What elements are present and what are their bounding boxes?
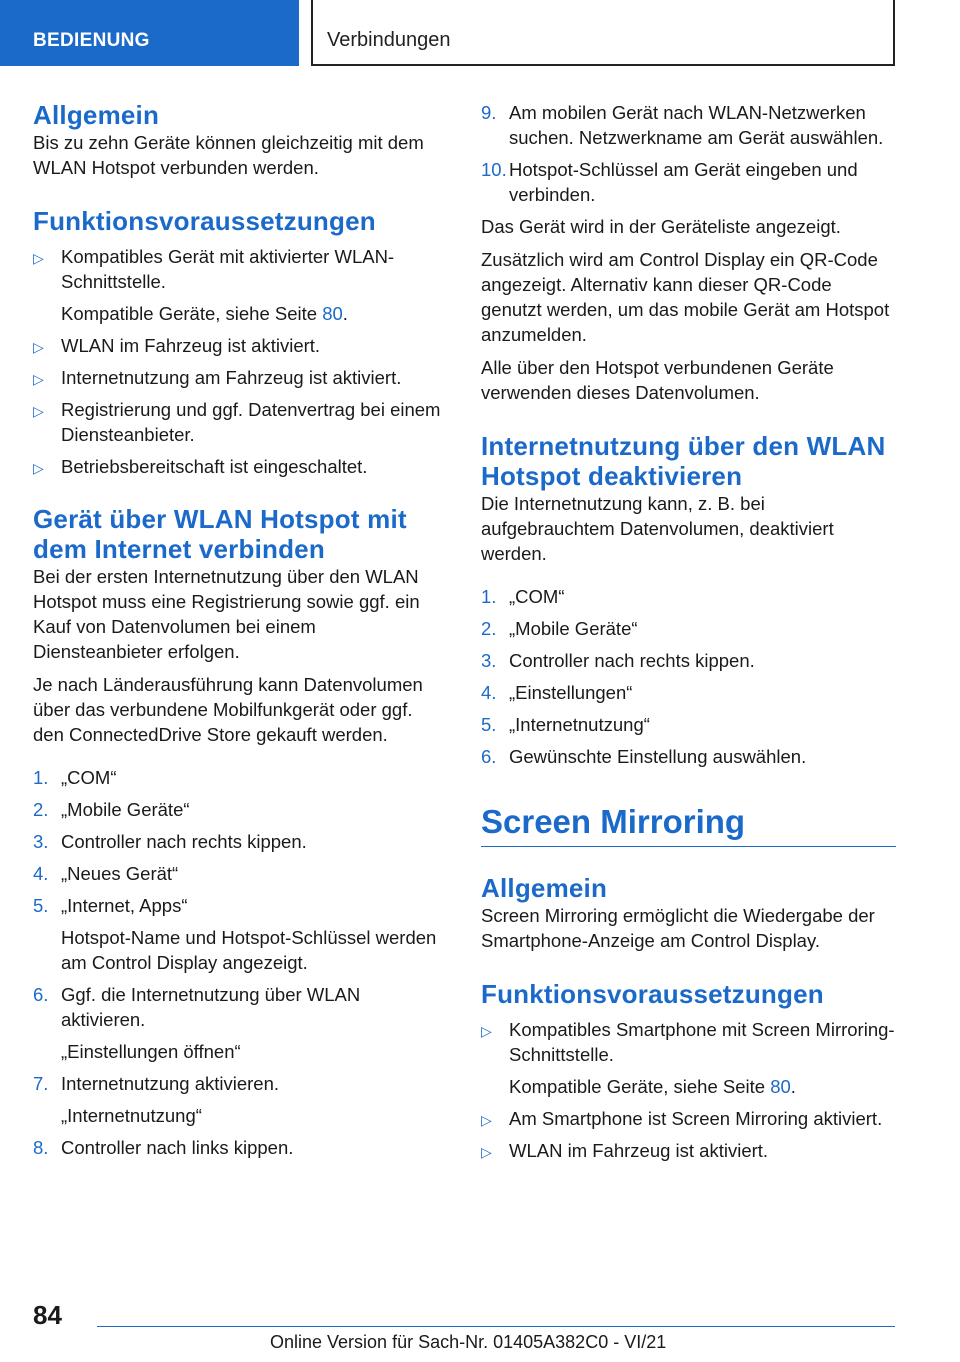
paragraph: Bis zu zehn Geräte können gleichzeitig mit dem WLAN Hotspot verbunden werden.	[33, 132, 424, 178]
list-item: ▷ Kompatibles Gerät mit aktivierter WLAN-Schnittstelle. Kompatible Geräte, siehe Seite 80.	[33, 244, 443, 326]
list-item: 2. „Mobile Geräte“	[481, 618, 638, 639]
paragraph: Die Internetnutzung kann, z. B. bei aufgebrauchtem Datenvolumen, deaktiviert werden.	[481, 493, 834, 564]
triangle-bullet-icon: ▷	[481, 1023, 492, 1039]
list-item: 2. „Mobile Geräte“	[33, 799, 190, 820]
paragraph: Alle über den Hotspot verbundenen Geräte verwenden dieses Datenvolumen.	[481, 357, 834, 403]
list-item: 6. Ggf. die Internetnutzung über WLAN aktivieren. „Einstellungen öffnen“	[33, 984, 361, 1062]
list-item: 1. „COM“	[481, 586, 565, 607]
chapter-title-screen-mirroring: Screen Mirroring	[481, 803, 746, 840]
list-item: 3. Controller nach rechts kippen.	[33, 831, 307, 852]
section-heading-deactivate: Internetnutzung über den WLAN Hotspot deaktivieren	[481, 431, 886, 491]
triangle-bullet-icon: ▷	[33, 250, 44, 266]
paragraph: Das Gerät wird in der Geräteliste angezeigt.	[481, 216, 841, 237]
list-item: 7. Internetnutzung aktivieren. „Internetnutzung“	[33, 1073, 280, 1126]
list-item: 3. Controller nach rechts kippen.	[481, 650, 755, 671]
paragraph: Zusätzlich wird am Control Display ein QR-Code angezeigt. Alternativ kann dieser QR-Code genutzt werden, um das mobile Gerät am Hotspot anzumelden.	[481, 249, 890, 345]
footer-text: Online Version für Sach-Nr. 01405A382C0 - VI/21	[270, 1332, 667, 1352]
paragraph: Screen Mirroring ermöglicht die Wiedergabe der Smartphone-Anzeige am Control Display.	[481, 905, 875, 951]
left-column	[33, 100, 443, 1167]
connect-steps-list	[33, 765, 443, 1160]
section-heading-mirror-requirements: Funktionsvoraussetzungen	[481, 979, 824, 1009]
page-number: 84	[33, 1300, 62, 1330]
footer-divider	[97, 1326, 895, 1327]
list-item: 4. „Neues Gerät“	[33, 863, 179, 884]
list-item: ▷ WLAN im Fahrzeug ist aktiviert.	[33, 333, 443, 358]
list-item: 9. Am mobilen Gerät nach WLAN-Netzwerken suchen. Netzwerkname am Gerät auswählen.	[481, 102, 884, 148]
triangle-bullet-icon: ▷	[33, 403, 44, 419]
triangle-bullet-icon: ▷	[33, 371, 44, 387]
connect-steps-continued	[481, 100, 896, 207]
section-heading-requirements: Funktionsvoraussetzungen	[33, 206, 376, 236]
paragraph: Bei der ersten Internetnutzung über den WLAN Hotspot muss eine Registrierung sowie ggf. ein Kauf von Datenvolumen bei einem Diensteanbieter erfolgen.	[33, 566, 420, 662]
list-item: ▷ Internetnutzung am Fahrzeug ist aktiviert.	[33, 365, 443, 390]
triangle-bullet-icon: ▷	[33, 460, 44, 476]
section-heading-mirror-allgemein: Allgemein	[481, 873, 608, 903]
section-heading-connect: Gerät über WLAN Hotspot mit dem Internet verbinden	[33, 504, 407, 564]
triangle-bullet-icon: ▷	[481, 1112, 492, 1128]
list-item: 6. Gewünschte Einstellung auswählen.	[481, 746, 807, 767]
triangle-bullet-icon: ▷	[33, 339, 44, 355]
page-link[interactable]: 80	[770, 1076, 791, 1097]
list-item: 1. „COM“	[33, 767, 117, 788]
requirements-list	[33, 244, 443, 479]
paragraph: Je nach Länderausführung kann Datenvolumen über das verbundene Mobilfunkgerät oder ggf. den ConnectedDrive Store gekauft werden.	[33, 674, 423, 745]
list-item: 5. „Internet, Apps“ Hotspot-Name und Hotspot-Schlüssel werden am Control Display angezeigt.	[33, 895, 437, 973]
list-item: 5. „Internetnutzung“	[481, 714, 650, 735]
list-item: ▷ WLAN im Fahrzeug ist aktiviert.	[481, 1138, 896, 1163]
section-tab: BEDIENUNG	[0, 0, 299, 66]
list-item: ▷ Betriebsbereitschaft ist eingeschaltet.	[33, 454, 443, 479]
list-item: ▷ Kompatibles Smartphone mit Screen Mirroring-Schnittstelle. Kompatible Geräte, siehe Seite 80.	[481, 1019, 895, 1097]
mirror-requirements-list	[481, 1017, 896, 1163]
list-item: 10. Hotspot-Schlüssel am Gerät eingeben und verbinden.	[481, 159, 858, 205]
chapter-heading	[481, 802, 896, 847]
list-item: ▷ Registrierung und ggf. Datenvertrag bei einem Diensteanbieter.	[33, 399, 441, 445]
list-item: 8. Controller nach links kippen.	[33, 1137, 294, 1158]
right-column	[481, 100, 896, 1170]
triangle-bullet-icon: ▷	[481, 1144, 492, 1160]
page-reference: Kompatible Geräte, siehe Seite 80.	[509, 1076, 796, 1097]
section-heading-allgemein: Allgemein	[33, 100, 160, 130]
page-reference: Kompatible Geräte, siehe Seite 80.	[61, 303, 348, 324]
page-header	[0, 0, 960, 66]
list-item: ▷ Am Smartphone ist Screen Mirroring aktiviert.	[481, 1106, 896, 1131]
deactivate-steps-list	[481, 584, 896, 769]
chapter-tab: Verbindungen	[311, 0, 895, 66]
list-item: 4. „Einstellungen“	[481, 682, 633, 703]
page-link[interactable]: 80	[322, 303, 343, 324]
